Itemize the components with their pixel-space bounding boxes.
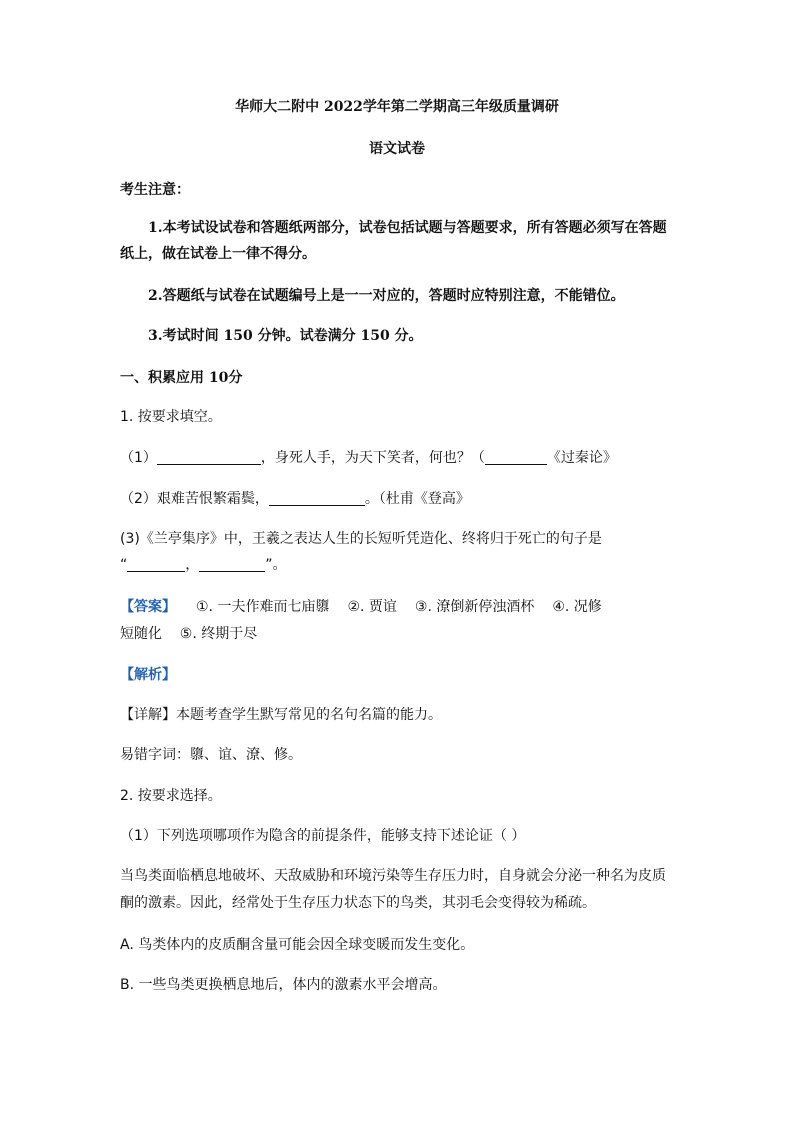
- answer-item-4: ④. 况修: [552, 599, 602, 615]
- analysis-label: 【解析】: [120, 667, 176, 683]
- fill-blank[interactable]: [157, 450, 261, 465]
- q1-p1-suffix: 《过秦论》: [546, 450, 617, 466]
- question-1-part-3-blanks: [120, 555, 680, 575]
- notice-item-2: 2.答题纸与试卷在试题编号上是一一对应的，答题时应特别注意，不能错位。: [148, 288, 625, 304]
- question-1-part-3: (3)《兰亭集序》中，王羲之表达人生的长短听凭造化、终将归于死亡的句子是: [120, 531, 602, 547]
- answer-item-3: ③. 潦倒新停浊酒杯: [414, 599, 535, 615]
- notice-item-1: 1.本考试设试卷和答题纸两部分，试卷包括试题与答题要求，所有答题必须写在答题: [148, 220, 667, 236]
- fill-blank[interactable]: [199, 557, 265, 572]
- question-1-part-1: [120, 448, 680, 468]
- detail-label: 【详解】: [120, 707, 176, 723]
- detail-text: 本题考查学生默写常见的名句名篇的能力。: [176, 707, 442, 723]
- question-1-part-2: [120, 489, 680, 509]
- analysis-detail: [120, 705, 680, 725]
- question-2-passage-1: 当鸟类面临栖息地破坏、天敌威胁和环境污染等生存压力时，自身就会分泌一种名为皮质: [120, 868, 666, 884]
- notice-item-1-cont: 纸上，做在试卷上一律不得分。: [120, 246, 316, 262]
- option-b[interactable]: B. 一些鸟类更换栖息地后，体内的激素水平会增高。: [120, 977, 447, 993]
- answer-line: [120, 597, 680, 617]
- analysis-typos: 易错字词：隳、谊、潦、修。: [120, 747, 302, 763]
- q1-p3-close: ”。: [265, 557, 287, 573]
- q1-p2-suffix: 。（杜甫《登高》: [364, 491, 470, 507]
- question-1-stem: 1. 按要求填空。: [120, 409, 222, 425]
- page-title: 华师大二附中 2022学年第二学期高三年级质量调研: [235, 99, 559, 115]
- q1-p2-prefix: （2）艰难苦恨繁霜鬓，: [120, 491, 269, 507]
- answer-line-2: 短随化 ⑤. 终期于尽: [120, 626, 258, 642]
- q1-p3-open: “: [120, 557, 128, 573]
- fill-blank[interactable]: [485, 450, 547, 465]
- option-a[interactable]: A. 鸟类体内的皮质酮含量可能会因全球变暖而发生变化。: [120, 937, 475, 953]
- page-subtitle: 语文试卷: [369, 141, 425, 157]
- question-2-stem: 2. 按要求选择。: [120, 788, 222, 804]
- q1-p1-mid: ，身死人手，为天下笑者，何也？（: [260, 450, 485, 466]
- fill-blank[interactable]: [127, 557, 185, 572]
- notice-heading: 考生注意：: [120, 182, 190, 198]
- q1-p1-prefix: （1）: [120, 450, 157, 466]
- answer-label: 【答案】: [120, 599, 176, 615]
- answer-item-2: ②. 贾谊: [347, 599, 397, 615]
- question-2-passage-2: 酮的激素。因此，经常处于生存压力状态下的鸟类，其羽毛会变得较为稀疏。: [120, 895, 596, 911]
- q1-p3-comma: ，: [185, 557, 200, 573]
- fill-blank[interactable]: [269, 491, 365, 506]
- section-heading: 一、积累应用 10分: [120, 370, 243, 386]
- question-2-sub-1: （1）下列选项哪项作为隐含的前提条件，能够支持下述论证（ ）: [120, 828, 526, 844]
- notice-item-3: 3.考试时间 150 分钟。试卷满分 150 分。: [148, 328, 423, 344]
- answer-item-1: ①. 一夫作难而七庙隳: [196, 599, 330, 615]
